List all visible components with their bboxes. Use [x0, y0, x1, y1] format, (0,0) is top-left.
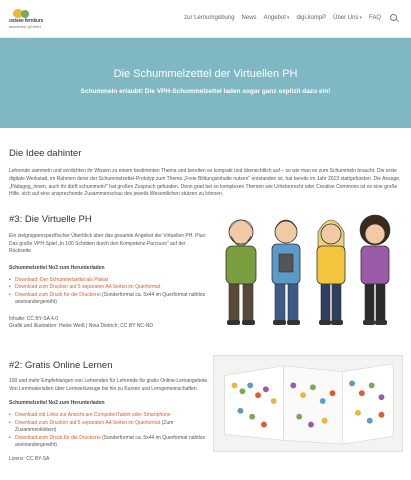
chevron-down-icon: ▾	[286, 14, 290, 21]
list-item	[9, 277, 209, 285]
download-link-druckerei[interactable]: Download zum Druck für die Druckerei	[15, 434, 101, 441]
list-item	[9, 435, 209, 450]
main-nav	[184, 14, 397, 21]
logo-text-line2: akademie gGmbH	[9, 24, 42, 29]
person-illustration-1	[226, 220, 256, 325]
section-vph	[9, 214, 209, 331]
list-item	[9, 292, 209, 307]
download-note: (Sonderformat ca. 5x44 im Querformat nahtlos aneinandergereiht)	[15, 434, 206, 449]
nav-item-faq[interactable]: FAQ	[368, 14, 381, 21]
gol-download-label: Schummelzettel No2 zum Herunterladen	[9, 400, 105, 406]
vph-download-list	[9, 277, 209, 307]
list-item	[9, 284, 209, 292]
hero-title: Die Schummelzettel der Virtuellen PH	[113, 68, 298, 80]
section-idee	[9, 148, 403, 199]
download-link-plakat[interactable]: Download: Der Schummelzettel als Plakat	[15, 276, 109, 283]
nav-item-news[interactable]: News	[241, 14, 257, 21]
download-link-a4[interactable]: Download zum Drucken auf 5 separaten A4 Seiten im Querformat	[15, 284, 161, 291]
person-illustration-2	[272, 220, 300, 325]
people-illustration	[213, 202, 403, 332]
person-illustration-4	[360, 215, 390, 325]
vph-credits: Grafik und Illustration: Heike Weiß | Nina Dietrich; CC BY NC-ND	[9, 323, 153, 330]
gol-intro: 100 und mehr Empfehlungen von Lehrenden für Lehrende für gratis Online-Lernangebote. Von Lernmaterialien über Lernwerkzeuge bis hin zu Kursen und Lerngemeinschaften.	[9, 378, 209, 392]
vph-download-label: Schummelzettel No3 zum Herunterladen	[9, 264, 105, 271]
search-icon[interactable]	[390, 14, 397, 21]
list-item	[9, 420, 209, 435]
hero-subtitle: Schummeln erlaubt! Die VPH-Schummelzettel laden sogar ganz explizit dazu ein!	[80, 88, 331, 95]
board-game-image	[213, 355, 403, 452]
section-title-gol: #2: Gratis Online Lernen	[9, 360, 113, 371]
vph-intro: Ein zielgruppenspezifischer Überblick über das gesamte Angebot der Virtuellen PH. Plus: Das große VPH-Spiel „In 100 Schritten durch den Kompetenz-Parcours" auf der Rückseite.	[9, 233, 207, 254]
idee-paragraph: Lehrende sammeln und verdichten ihr Wissen zu einem bestimmten Thema und bereiten es kompakt und übersichtlich auf – so wie man es zum Schummeln braucht. Die erste digitale Werkstatt, im Rahmen derer der Schummelzettel-Prototyp zum Thema „Freie Bildungsinhalte nutzen" entstanden ist, hat bereits im Jahr 2013 stattgefunden. Die Ansage, „Pädagog_innen, auch ihr dürft schummeln!" hat großen Zuspruch gefunden. Denn grad bei so komplexen Themen wie Urheberrecht oder Creative Commons ist es eine große Hilfe, sich auf eine ansprechende Zusammenschau des jeweils Wesentlichen stützen zu können.	[9, 168, 401, 198]
logo-text-line1: ostsee fernkurs	[9, 18, 44, 24]
section-title-vph: #3: Die Virtuelle PH	[9, 214, 92, 225]
logo-circle-green	[21, 10, 29, 18]
download-link-druckerei[interactable]: Download zum Druck für die Druckerei	[15, 291, 101, 298]
download-note: (Sonderformat ca. 5x44 im Querformat nahtlos aneinandergereiht)	[15, 291, 206, 306]
person-illustration-3	[317, 220, 345, 325]
nav-item-ueber-uns[interactable]: Über Uns▾	[333, 14, 362, 21]
site-logo[interactable]	[9, 9, 44, 31]
download-note: (Zum Zusammenkleben)	[15, 419, 174, 434]
gol-license: Lizenz: CC BY-SA	[9, 455, 50, 462]
vph-license: Inhalte: CC BY-SA 4.0	[9, 315, 59, 322]
nav-item-angebot[interactable]: Angebot▾	[263, 14, 290, 21]
nav-item-lernumgebung[interactable]: zur Lernumgebung	[184, 14, 235, 21]
section-title-idee: Die Idee dahinter	[9, 148, 82, 159]
chevron-down-icon: ▾	[359, 14, 362, 21]
gol-download-list	[9, 412, 209, 450]
download-link-computer[interactable]: Download mit Links zur Ansicht am Computer/Tablet oder Smartphone	[15, 412, 171, 418]
nav-item-digikompp[interactable]: digi.kompP	[296, 14, 327, 21]
section-gol	[9, 360, 209, 463]
download-link-a4[interactable]: Download zum Drucken auf 5 separaten A4 Seiten im Querformat	[15, 419, 161, 426]
list-item	[9, 412, 209, 420]
hero-banner	[0, 38, 411, 128]
site-header	[0, 0, 411, 38]
